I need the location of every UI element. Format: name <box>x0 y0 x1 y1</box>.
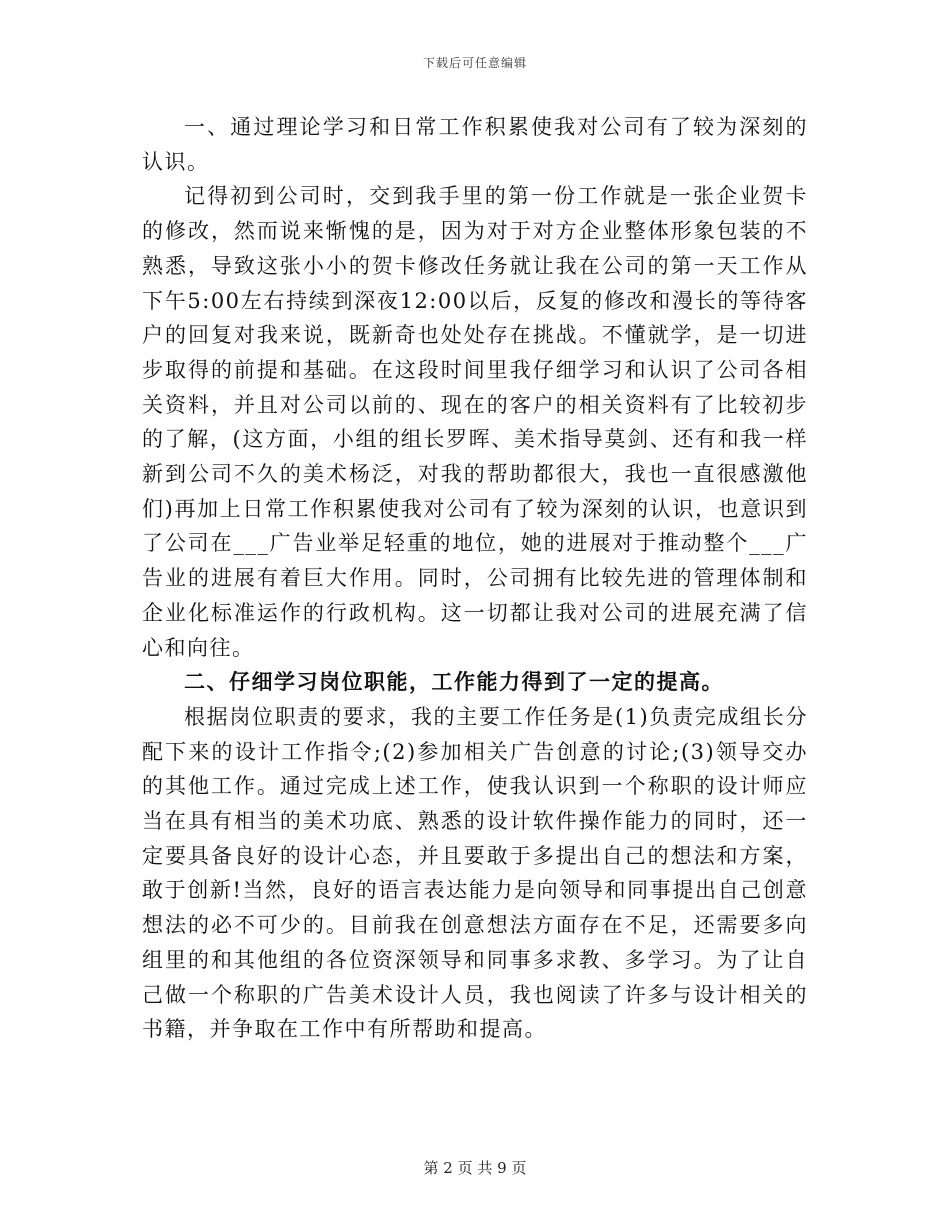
section-2-heading: 二、仔细学习岗位职能，工作能力得到了一定的提高。 <box>184 669 724 695</box>
page-number: 第 2 页 共 9 页 <box>423 1159 527 1177</box>
section-2-body: 根据岗位职责的要求，我的主要工作任务是(1)负责完成组长分配下来的设计工作指令;(2)参加相关广告创意的讨论;(3)领导交办的其他工作。通过完成上述工作，使我认识到一个称职的设计师应当在具有相当的美术功底、熟悉的设计软件操作能力的同时，还一定要具备良好的设计心态，并且要敢于多提出自己的想法和方案，敢于创新!当然，良好的语言表达能力是向领导和同事提出自己创意想法的必不可少的。目前我在创意想法方面存在不足，还需要多向组里的和其他组的各位资深领导和同事多求教、多学习。为了让自己做一个称职的广告美术设计人员，我也阅读了许多与设计相关的书籍，并争取在工作中有所帮助和提高。 <box>142 704 808 1042</box>
page-header: 下载后可任意编辑 <box>422 56 527 70</box>
section-1-body: 记得初到公司时，交到我手里的第一份工作就是一张企业贺卡的修改，然而说来惭愧的是，因为对于对方企业整体形象包装的不熟悉，导致这张小小的贺卡修改任务就让我在公司的第一天工作从下午5:00左右持续到深夜12:00以后，反复的修改和漫长的等待客户的回复对我来说，既新奇也处处存在挑战。不懂就学，是一切进步取得的前提和基础。在这段时间里我仔细学习和认识了公司各相关资料，并且对公司以前的、现在的客户的相关资料有了比较初步的了解，(这方面，小组的组长罗晖、美术指导莫剑、还有和我一样新到公司不久的美术杨泛，对我的帮助都很大，我也一直很感激他们)再加上日常工作积累使我对公司有了较为深刻的认识，也意识到了公司在___广告业举足轻重的地位，她的进展对于推动整个___广告业的进展有着巨大作用。同时，公司拥有比较先进的管理体制和企业化标准运作的行政机构。这一切都让我对公司的进展充满了信心和向往。 <box>142 184 808 660</box>
document-body <box>142 110 808 1047</box>
section-1-heading: 一、通过理论学习和日常工作积累使我对公司有了较为深刻的认识。 <box>142 115 808 174</box>
